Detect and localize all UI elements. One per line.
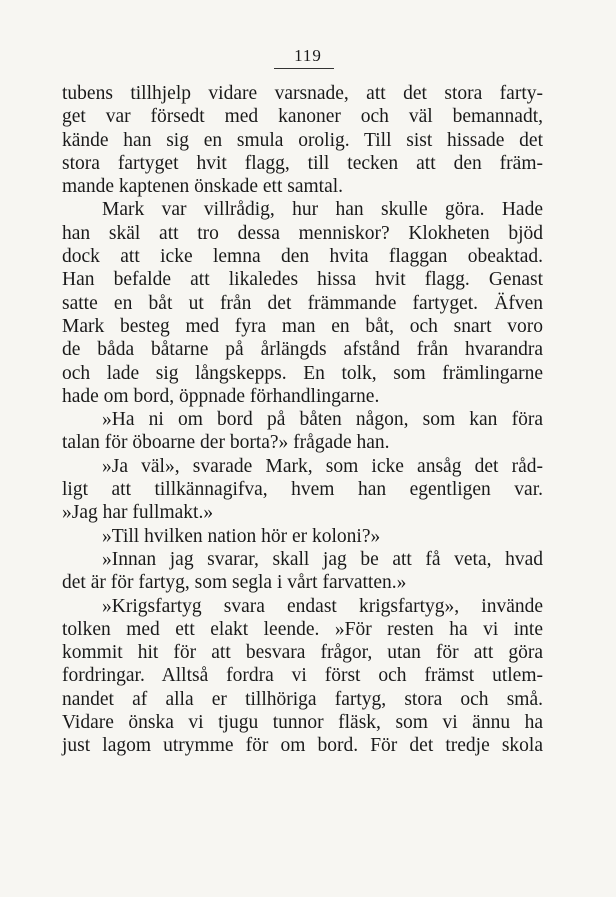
text-line: nandet af alla er tillhöriga fartyg, stora och små. — [62, 688, 543, 710]
page-number-rule — [274, 68, 334, 69]
text-line: fordringar. Alltså fordra vi först och främst utlem- — [62, 665, 543, 687]
text-line: »Ha ni om bord på båten någon, som kan föra — [102, 409, 543, 431]
text-line: han skäl att tro dessa menniskor? Klokheten bjöd — [62, 222, 543, 244]
text-line: kommit hit för att besvara frågor, utan för att göra — [62, 642, 543, 664]
text-line: satte en båt ut från det främmande fartyget. Äfven — [62, 292, 543, 314]
text-line: »Krigsfartyg svara endast krigsfartyg», invände — [102, 595, 543, 617]
text-line: de båda båtarne på årlängds afstånd från hvarandra — [62, 339, 543, 361]
text-line: get var försedt med kanoner och väl bemannadt, — [62, 106, 543, 128]
text-line: det är för fartyg, som segla i vårt farvatten.» — [62, 572, 407, 594]
text-line: Vidare önska vi tjugu tunnor fläsk, som vi ännu ha — [62, 712, 543, 734]
text-line: och lade sig långskepps. En tolk, som främlingarne — [62, 362, 543, 384]
text-line: Han befalde att likaledes hissa hvit flagg. Genast — [62, 269, 543, 291]
text-line: just lagom utrymme för om bord. För det tredje skola — [62, 735, 543, 757]
text-line: »Till hvilken nation hör er koloni?» — [102, 525, 381, 547]
text-line: hade om bord, öppnade förhandlingarne. — [62, 385, 380, 407]
text-line: talan för öboarne der borta?» frågade han. — [62, 432, 390, 454]
page-number: 119 — [294, 46, 322, 65]
text-line: tolken med ett elakt leende. »För resten ha vi inte — [62, 618, 543, 640]
text-line: dock att icke lemna den hvita flaggan obeaktad. — [62, 246, 543, 268]
text-line: stora fartyget hvit flagg, till tecken att den främ- — [62, 152, 543, 174]
text-line: ligt att tillkännagifva, hvem han egentligen var. — [62, 479, 543, 501]
text-line: »Jag har fullmakt.» — [62, 502, 214, 524]
text-line: »Ja väl», svarade Mark, som icke ansåg det råd- — [102, 455, 543, 477]
text-line: »Innan jag svarar, skall jag be att få veta, hvad — [102, 548, 543, 570]
text-line: Mark besteg med fyra man en båt, och snart voro — [62, 315, 543, 337]
text-line: mande kaptenen önskade ett samtal. — [62, 176, 344, 198]
text-line: tubens tillhjelp vidare varsnade, att det stora farty- — [62, 83, 543, 104]
text-line: Mark var villrådig, hur han skulle göra. Hade — [102, 199, 543, 221]
text-line: kände han sig en smula orolig. Till sist hissade det — [62, 129, 543, 151]
body-text — [62, 82, 543, 758]
